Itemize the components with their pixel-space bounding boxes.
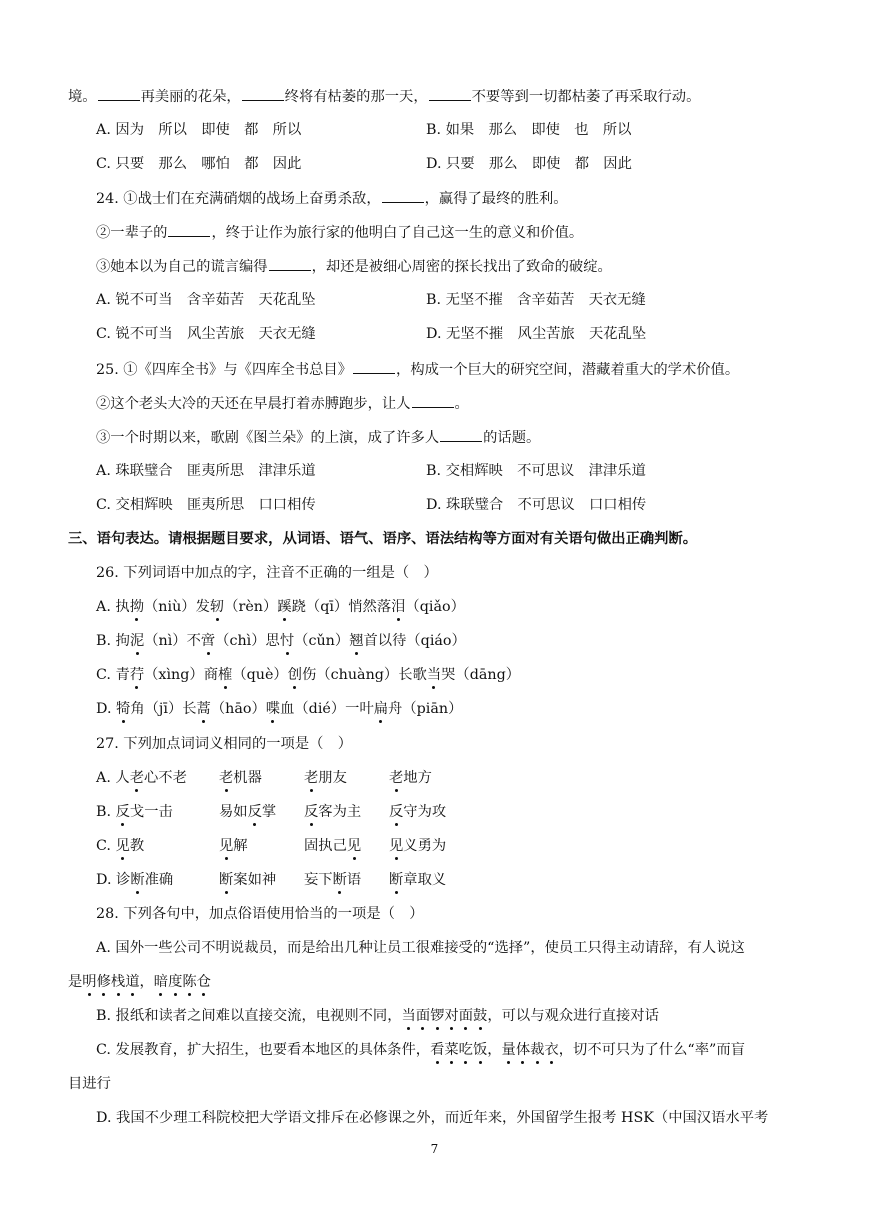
q23-option-c: C. 只要 那么 哪怕 都 因此 xyxy=(96,156,302,172)
q27-b-item-3: 反客为主 xyxy=(304,804,362,820)
q24-sentence-3: ③她本以为自己的谎言编得 ，却还是被细心周密的探长找出了致命的破绽。 xyxy=(96,259,612,275)
emphasis-char: 菜 xyxy=(444,1042,459,1058)
q24-sentence-2: ②一辈子的 ，终于让作为旅行家的他明白了自己这一生的意义和价值。 xyxy=(96,225,584,241)
q28-option-a-cont: 是明修栈道，暗度陈仓 xyxy=(68,974,211,990)
q24-option-d: D. 无坚不摧 风尘苦旅 天花乱坠 xyxy=(426,326,647,342)
q27-a-item-3: 老朋友 xyxy=(304,770,347,786)
emphasis-char: 明 xyxy=(82,974,97,990)
dotted-idiom xyxy=(154,974,211,990)
q25-sentence-3: ③一个时期以来，歌剧《图兰朵》的上演，成了许多人 的话题。 xyxy=(96,430,541,446)
emphasis-char: 修 xyxy=(96,974,111,990)
emphasis-char: 陈 xyxy=(182,974,197,990)
q28-stem: 28. 下列各句中，加点俗语使用恰当的一项是（ ） xyxy=(96,906,424,922)
emphasis-char: 饭 xyxy=(472,1042,488,1058)
q28-option-c-cont: 目进行 xyxy=(68,1076,111,1092)
emphasis-char: 对 xyxy=(444,1008,459,1024)
blank xyxy=(382,189,424,203)
dotted-idiom xyxy=(430,1042,487,1058)
blank xyxy=(429,87,471,101)
blank xyxy=(440,428,482,442)
q27-c-item-3: 固执己见 xyxy=(304,838,362,854)
emphasis-char: 锣 xyxy=(430,1008,445,1024)
emphasis-char: 栈 xyxy=(110,974,126,990)
q27-b-item-1: B. 反戈一击 xyxy=(96,804,173,820)
q27-d-item-1: D. 诊断准确 xyxy=(96,872,174,888)
section-heading: 三、语句表达。请根据题目要求，从词语、语气、语序、语法结构等方面对有关语句做出正确判断。 xyxy=(68,531,698,547)
q27-a-item-4: 老地方 xyxy=(389,770,432,786)
q26-stem: 26. 下列词语中加点的字，注音不正确的一组是（ ） xyxy=(96,565,438,581)
emphasis-char: 量 xyxy=(501,1042,516,1058)
q23-option-a: A. 因为 所以 即使 都 所以 xyxy=(96,122,302,138)
q26-option-a: A. 执拗（niù）发轫（rèn）蹊跷（qī）悄然落泪（qiǎo） xyxy=(96,599,465,615)
q26-option-d: D. 犄角（jī）长蒿（hāo）喋血（dié）一叶扁舟（piān） xyxy=(96,701,463,717)
q27-c-item-4: 见义勇为 xyxy=(389,838,447,854)
q25-option-d: D. 珠联璧合 不可思议 口口相传 xyxy=(426,497,647,513)
q23-option-b: B. 如果 那么 即使 也 所以 xyxy=(426,122,632,138)
q25-sentence-2: ②这个老头大冷的天还在早晨打着赤膊跑步，让人 。 xyxy=(96,396,469,412)
emphasis-char: 面 xyxy=(458,1008,474,1024)
q27-d-item-3: 妄下断语 xyxy=(304,872,362,888)
q28-option-a: A. 国外一些公司不明说裁员，而是给出几种让员工很难接受的“选择”，使员工只得主动请辞，有人说这 xyxy=(96,940,745,956)
q26-option-b: B. 拘泥（nì）不啻（chì）思忖（cǔn）翘首以待（qiáo） xyxy=(96,633,466,649)
q25-option-c: C. 交相辉映 匪夷所思 口口相传 xyxy=(96,497,316,513)
q27-c-item-1: C. 见教 xyxy=(96,838,145,854)
emphasis-char: 暗 xyxy=(153,974,169,990)
q28-option-b: B. 报纸和读者之间难以直接交流，电视则不同，当面锣对面鼓，可以与观众进行直接对话 xyxy=(96,1008,659,1024)
q27-a-item-1: A. 人老心不老 xyxy=(96,770,187,786)
emphasis-char: 仓 xyxy=(196,974,211,990)
dotted-idiom xyxy=(82,974,139,990)
q23-option-d: D. 只要 那么 即使 都 因此 xyxy=(426,156,632,172)
emphasis-char: 鼓 xyxy=(473,1008,488,1024)
emphasis-char: 面 xyxy=(415,1008,431,1024)
q27-b-item-4: 反守为攻 xyxy=(389,804,447,820)
q25-option-a: A. 珠联璧合 匪夷所思 津津乐道 xyxy=(96,463,316,479)
q24-option-a: A. 锐不可当 含辛茹苦 天花乱坠 xyxy=(96,292,316,308)
emphasis-char: 体 xyxy=(515,1042,531,1058)
emphasis-char: 度 xyxy=(168,974,183,990)
q27-a-item-2: 老机器 xyxy=(219,770,262,786)
q24-sentence-1: 24. ①战士们在充满硝烟的战场上奋勇杀敌， ，赢得了最终的胜利。 xyxy=(96,191,568,207)
q28-option-d: D. 我国不少理工科院校把大学语文排斥在必修课之外，而近年来，外国留学生报考 HSK（中国汉语水平考 xyxy=(96,1110,769,1126)
blank xyxy=(353,360,395,374)
blank xyxy=(269,257,311,271)
page-number: 7 xyxy=(430,1142,439,1156)
q28-option-c: C. 发展教育，扩大招生，也要看本地区的具体条件，看菜吃饭，量体裁衣，切不可只为了什么“率”而盲 xyxy=(96,1042,745,1058)
q27-c-item-2: 见解 xyxy=(219,838,248,854)
dotted-idiom xyxy=(502,1042,559,1058)
emphasis-char: 衣 xyxy=(544,1042,559,1058)
blank xyxy=(242,87,284,101)
dotted-idiom xyxy=(402,1008,488,1024)
emphasis-char: 裁 xyxy=(530,1042,545,1058)
emphasis-char: 看 xyxy=(430,1042,445,1058)
q24-option-b: B. 无坚不摧 含辛茹苦 天衣无缝 xyxy=(426,292,646,308)
q25-option-b: B. 交相辉映 不可思议 津津乐道 xyxy=(426,463,646,479)
q23-line: 境。 再美丽的花朵， 终将有枯萎的那一天， 不要等到一切都枯萎了再采取行动。 xyxy=(68,89,701,105)
q27-d-item-2: 断案如神 xyxy=(219,872,277,888)
q25-sentence-1: 25. ①《四库全书》与《四库全书总目》 ，构成一个巨大的研究空间，潜藏着重大的学术价值。 xyxy=(96,362,740,378)
emphasis-char: 当 xyxy=(401,1008,416,1024)
q27-d-item-4: 断章取义 xyxy=(389,872,447,888)
q26-option-c: C. 青荇（xìng）商榷（què）创伤（chuàng）长歌当哭（dāng） xyxy=(96,667,521,683)
emphasis-char: 道 xyxy=(125,974,140,990)
q27-b-item-2: 易如反掌 xyxy=(219,804,277,820)
emphasis-char: 吃 xyxy=(458,1042,473,1058)
blank xyxy=(168,223,210,237)
blank xyxy=(412,394,454,408)
blank xyxy=(98,87,140,101)
q24-option-c: C. 锐不可当 风尘苦旅 天衣无缝 xyxy=(96,326,316,342)
q27-stem: 27. 下列加点词词义相同的一项是（ ） xyxy=(96,736,353,752)
